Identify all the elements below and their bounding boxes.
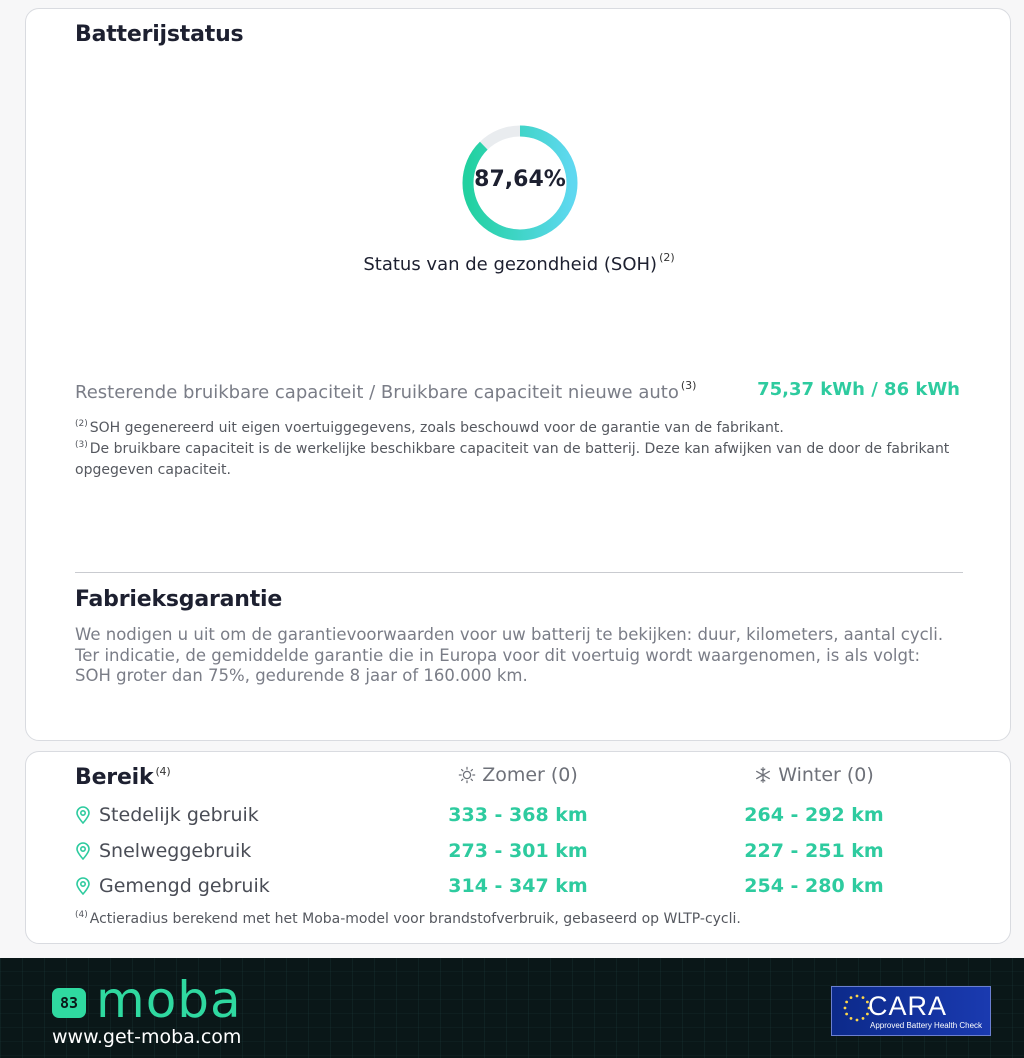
star-dot	[845, 1001, 848, 1004]
warranty-text: We nodigen u uit om de garantievoorwaarden voor uw batterij te bekijken: duur, kilometers, aantal cycli. Ter indicatie, de gemiddelde garantie die in Europa voor dit voertuig wordt waargenomen, is als volgt: SOH groter dan 75%, gedurende 8 jaar of 160.000 km.	[75, 625, 944, 685]
website-link[interactable]: www.get-moba.com	[52, 1026, 242, 1048]
range-title-text: Bereik	[75, 765, 154, 790]
star-dot	[862, 996, 865, 999]
soh-value: 87,64%	[474, 167, 566, 192]
capacity-label	[75, 379, 696, 403]
range-footnote-text: Actieradius berekend met het Moba-model voor brandstofverbruik, gebaseerd op WLTP-cycli.	[89, 911, 741, 927]
sun-icon	[458, 766, 476, 784]
highway-winter-range: 227 - 251 km	[744, 840, 884, 862]
range-title	[75, 765, 170, 790]
summer-column-header	[398, 764, 638, 786]
range-footnote	[75, 910, 741, 927]
cara-badge	[831, 986, 991, 1036]
urban-winter-range: 264 - 292 km	[744, 804, 884, 826]
range-row-label: Gemengd gebruik	[99, 875, 270, 897]
location-pin-icon	[75, 842, 91, 860]
range-row-urban	[75, 804, 259, 826]
star-dot	[850, 996, 853, 999]
capacity-footnote-ref: (3)	[680, 379, 697, 392]
highway-summer-range: 273 - 301 km	[448, 840, 588, 862]
footnote-3-text: De bruikbare capaciteit is de werkelijke beschikbare capaciteit van de batterij. Deze kan afwijken van de door de fabrikant opgegeven capaciteit.	[75, 441, 950, 478]
urban-summer-range: 333 - 368 km	[448, 804, 588, 826]
footnote-3	[75, 435, 965, 481]
soh-label-text: Status van de gezondheid (SOH)	[363, 254, 658, 275]
location-pin-icon	[75, 806, 91, 824]
moba-logo-wordmark: moba	[96, 971, 242, 1029]
footnote-2-ref: (2)	[75, 419, 88, 429]
star-dot	[862, 1017, 865, 1020]
range-footnote-ref: (4)	[155, 765, 171, 778]
battery-status-card	[25, 8, 1011, 741]
range-row-label: Stedelijk gebruik	[99, 804, 259, 826]
footer-banner	[0, 958, 1024, 1058]
star-dot	[856, 1019, 859, 1022]
range-card	[25, 751, 1011, 944]
summer-label: Zomer (0)	[482, 764, 578, 786]
soh-label	[276, 251, 762, 275]
footnote-3-ref: (3)	[75, 440, 88, 450]
range-footnote-marker: (4)	[75, 910, 88, 920]
snowflake-icon	[754, 766, 772, 784]
range-row-label: Snelweggebruik	[99, 840, 252, 862]
winter-label: Winter (0)	[778, 764, 874, 786]
section-divider	[75, 572, 963, 573]
capacity-value: 75,37 kWh / 86 kWh	[757, 379, 960, 400]
battery-status-title: Batterijstatus	[75, 22, 244, 47]
footnote-2-text: SOH gegenereerd uit eigen voertuiggegevens, zoals beschouwd voor de garantie van de fabrikant.	[89, 420, 784, 436]
warranty-title: Fabrieksgarantie	[75, 587, 283, 612]
cara-badge-title: CARA	[868, 991, 948, 1021]
mixed-winter-range: 254 - 280 km	[744, 875, 884, 897]
moba-logo-mark: 83	[52, 988, 86, 1018]
star-dot	[845, 1013, 848, 1016]
range-row-mixed	[75, 875, 270, 897]
star-dot	[856, 995, 859, 998]
star-dot	[850, 1017, 853, 1020]
winter-column-header	[694, 764, 934, 786]
star-dot	[844, 1007, 847, 1010]
cara-badge-subtitle: Approved Battery Health Check	[870, 1021, 983, 1030]
capacity-label-text: Resterende bruikbare capaciteit / Bruikbare capaciteit nieuwe auto	[75, 382, 679, 403]
range-row-highway	[75, 840, 251, 862]
mixed-summer-range: 314 - 347 km	[448, 875, 588, 897]
soh-footnote-ref: (2)	[659, 251, 675, 264]
location-pin-icon	[75, 877, 91, 895]
